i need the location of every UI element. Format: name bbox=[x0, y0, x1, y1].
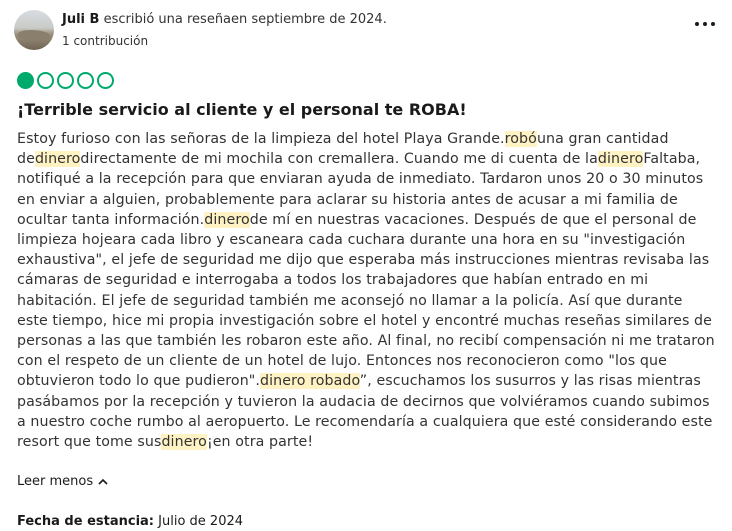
review-text-segment: ¡en otra parte! bbox=[206, 434, 314, 451]
review-text-segment: Faltaba, notifiqué a la recepción para que enviaran ayuda de inmediato. Tardaron unos 20 o 30 minutos en enviar a alguien, probablemente para aclarar su historia antes de acusar a mi familia de ocultar tanta información. bbox=[17, 151, 704, 228]
chevron-up-icon bbox=[98, 478, 108, 486]
review-header bbox=[14, 10, 718, 54]
author-name[interactable]: Juli B bbox=[62, 12, 100, 27]
more-horizontal-icon[interactable] bbox=[694, 16, 716, 32]
rating-bubbles bbox=[17, 72, 114, 90]
review-text-segment: una gran cantidad de bbox=[17, 131, 669, 168]
contribution-count: 1 contribución bbox=[62, 34, 149, 48]
highlighted-keyword: dinero bbox=[161, 434, 207, 451]
stay-date bbox=[17, 514, 243, 529]
stay-date-label: Fecha de estancia: bbox=[17, 514, 155, 529]
review-meta bbox=[62, 12, 387, 27]
highlighted-keyword: dinero bbox=[597, 151, 644, 168]
review-text-segment: de mí en nuestras vacaciones. Después de que el personal de limpieza hojeara cada libro y escaneara cada cuchara durante una hora en su "investigación exhaustiva", el jefe de seguridad me dijo que esperaba más instrucciones mientras revisaba las cámaras de seguridad e interrogaba a todos los trabajadores que habían entrado en mi habitación. El jefe de seguridad también me aconsejó no llamar a la policía. Así que durante este tiempo, hice mi propia investigación sobre el hotel y encontré muchas reseñas similares de personas a las que también les robaron este año. Al final, no recibí compensación ni me trataron con el respeto de un cliente de un hotel de lujo. Entonces nos reconocieron como "los que obtuvieron todo lo que pudieron". bbox=[17, 211, 715, 390]
avatar[interactable] bbox=[14, 10, 54, 50]
review-text-segment: directamente de mi mochila con cremallera. Cuando me di cuenta de la bbox=[80, 151, 598, 168]
highlighted-keyword: dinero bbox=[204, 211, 250, 228]
rating-bubble-filled bbox=[17, 72, 34, 89]
review-meta-text: escribió una reseñaen septiembre de 2024. bbox=[99, 12, 387, 27]
highlighted-keyword: dinero bbox=[34, 151, 81, 168]
read-less-label: Leer menos bbox=[17, 474, 94, 489]
rating-bubble-empty bbox=[57, 72, 74, 89]
read-less-button[interactable] bbox=[17, 474, 108, 489]
rating-bubble-empty bbox=[97, 72, 114, 89]
highlighted-keyword: dinero robado bbox=[260, 373, 360, 390]
rating-bubble-empty bbox=[77, 72, 94, 89]
highlighted-keyword: robó bbox=[504, 131, 537, 147]
review-title: ¡Terrible servicio al cliente y el personal te ROBA! bbox=[17, 100, 467, 119]
review-text-segment: Estoy furioso con las señoras de la limpieza del hotel Playa Grande. bbox=[17, 131, 505, 147]
review-body bbox=[17, 129, 717, 452]
stay-date-value: Julio de 2024 bbox=[158, 514, 244, 529]
review-text-segment: ”, escuchamos los susurros y las risas mientras pasábamos por la recepción y tuvieron la audacia de decirnos que volviéramos cuando subimos a nuestro coche rumbo al aeropuerto. Le recomendaría a cualquiera que esté considerando este resort que tome sus bbox=[17, 373, 713, 451]
rating-bubble-empty bbox=[37, 72, 54, 89]
